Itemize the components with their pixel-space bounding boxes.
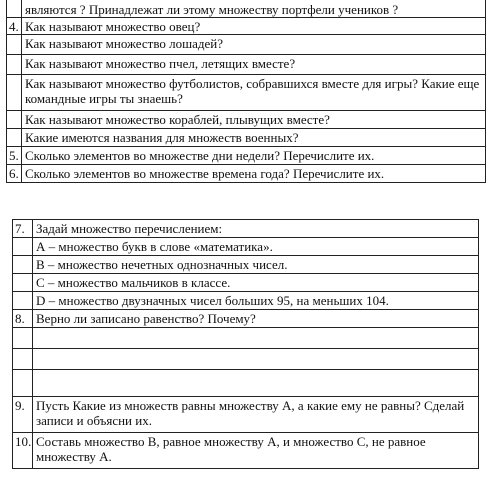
row-number [13, 328, 33, 349]
empty-answer-cell [33, 328, 479, 349]
row-number: 10. [13, 433, 33, 469]
question-text: Как называют множество футболистов, собравшихся вместе для игры? Какие еще командные игры ты знаешь? [22, 75, 486, 111]
row-number: 9. [13, 397, 33, 433]
question-text: Как называют множество лошадей? [22, 35, 486, 55]
question-text: Как называют множество пчел, летящих вместе? [22, 55, 486, 75]
question-text: Задай множество перечислением: [33, 220, 479, 238]
question-text: Сколько элементов во множестве дни недели? Перечислите их. [22, 147, 486, 165]
question-text: Составь множество B, равное множеству A, и множество C, не равное множеству A. [33, 433, 479, 469]
row-number [13, 274, 33, 292]
questions-table-bottom [12, 219, 479, 469]
questions-table-top [6, 0, 486, 183]
row-number: 5. [7, 147, 22, 165]
row-number [13, 292, 33, 310]
row-number [13, 349, 33, 370]
row-number [7, 129, 22, 147]
row-number: 6. [7, 165, 22, 183]
row-number [13, 370, 33, 397]
empty-answer-cell [33, 349, 479, 370]
row-number [7, 35, 22, 55]
empty-answer-cell [33, 370, 479, 397]
question-text: Какие имеются названия для множеств военных? [22, 129, 486, 147]
question-text: Сколько элементов во множестве времена года? Перечислите их. [22, 165, 486, 183]
row-number [13, 256, 33, 274]
row-number: 4. [7, 18, 22, 35]
row-number [7, 75, 22, 111]
question-text: Пусть Какие из множеств равны множеству A, а какие ему не равны? Сделай записи и объясни их. [33, 397, 479, 433]
question-text: Верно ли записано равенство? Почему? [33, 310, 479, 328]
question-text: Как называют множество кораблей, плывущих вместе? [22, 111, 486, 129]
set-definition: С – множество мальчиков в классе. [33, 274, 479, 292]
row-number: 8. [13, 310, 33, 328]
question-text: являются ? Принадлежат ли этому множеству портфели учеников ? [22, 0, 486, 18]
set-definition: А – множество букв в слове «математика». [33, 238, 479, 256]
row-number [7, 55, 22, 75]
set-definition: D – множество двузначных чисел больших 95, на меньших 104. [33, 292, 479, 310]
set-definition: В – множество нечетных однозначных чисел. [33, 256, 479, 274]
row-number [13, 238, 33, 256]
row-number [7, 0, 22, 18]
question-text: Как называют множество овец? [22, 18, 486, 35]
row-number [7, 111, 22, 129]
row-number: 7. [13, 220, 33, 238]
